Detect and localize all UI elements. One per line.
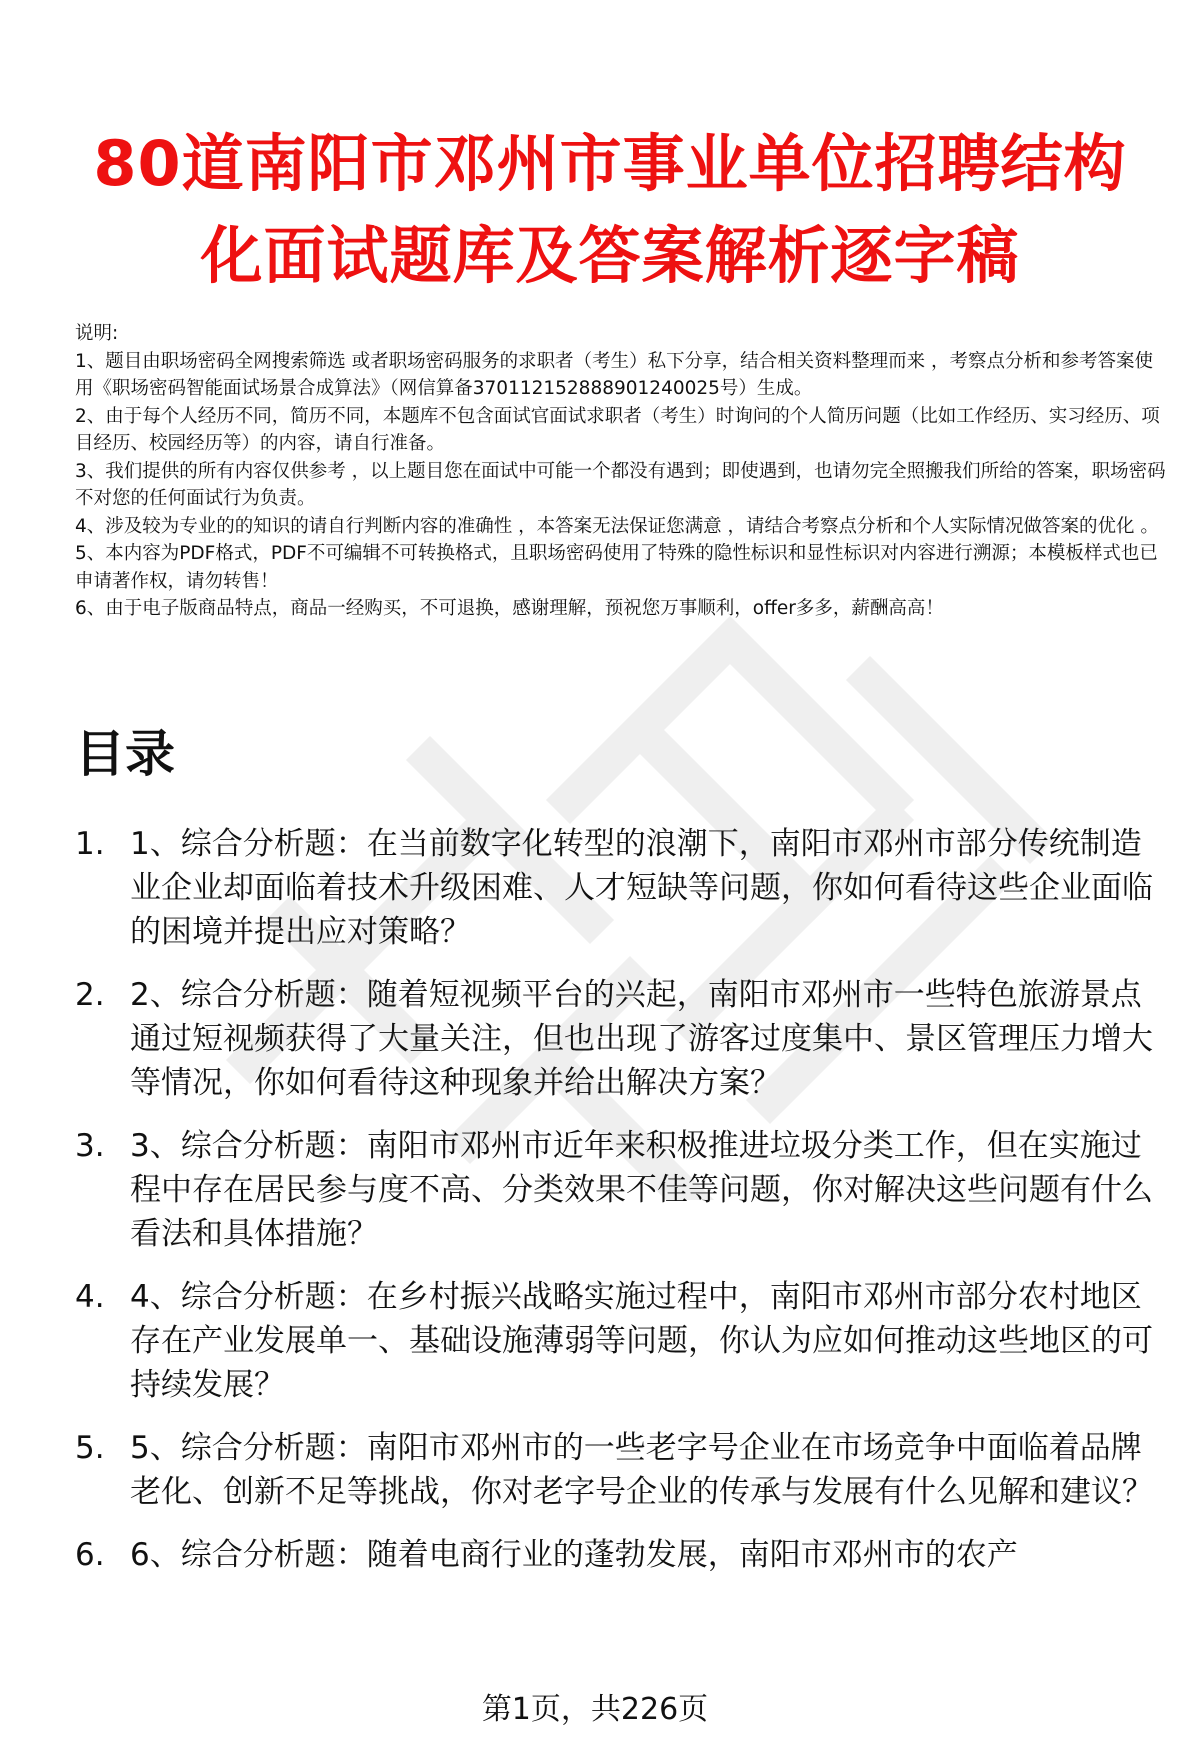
instruction-item: 1、题目由职场密码全网搜索筛选 或者职场密码服务的求职者（考生）私下分享，结合相关资料整理而来 ，考察点分析和参考答案使用《职场密码智能面试场景合成算法》（网信算备370112152888901240025号）生成。 <box>75 350 1154 399</box>
toc-item[interactable] <box>75 822 1167 954</box>
document-title: 80道南阳市邓州市事业单位招聘结构化面试题库及答案解析逐字稿 <box>93 127 1127 292</box>
toc-item[interactable] <box>75 1275 1167 1407</box>
toc-heading: 目录 <box>75 725 175 783</box>
toc-item-text[interactable]: 4、综合分析题：在乡村振兴战略实施过程中，南阳市邓州市部分农村地区存在产业发展单一、基础设施薄弱等问题，你认为应如何推动这些地区的可持续发展？ <box>130 1279 1153 1403</box>
toc-item-number: 3. <box>75 1128 105 1164</box>
toc-item-number: 6. <box>75 1537 105 1573</box>
toc-item[interactable] <box>75 1124 1167 1256</box>
page-footer: 第1页，共226页 <box>481 1692 709 1727</box>
toc-item-text[interactable]: 2、综合分析题：随着短视频平台的兴起，南阳市邓州市一些特色旅游景点通过短视频获得了大量关注，但也出现了游客过度集中、景区管理压力增大等情况，你如何看待这种现象并给出解决方案？ <box>130 977 1153 1101</box>
toc-item-number: 1. <box>75 826 105 862</box>
instruction-item: 2、由于每个人经历不同，简历不同，本题库不包含面试官面试求职者（考生）时询问的个人简历问题（比如工作经历、实习经历、项目经历、校园经历等）的内容，请自行准备。 <box>75 405 1160 454</box>
instruction-item: 6、由于电子版商品特点，商品一经购买，不可退换，感谢理解，预祝您万事顺利，offer多多，薪酬高高！ <box>75 598 944 619</box>
toc-item[interactable] <box>75 973 1167 1105</box>
instructions-heading: 说明: <box>75 323 119 344</box>
toc-item-text[interactable]: 1、综合分析题：在当前数字化转型的浪潮下，南阳市邓州市部分传统制造业企业却面临着技术升级困难、人才短缺等问题，你如何看待这些企业面临的困境并提出应对策略？ <box>130 826 1153 950</box>
toc-item[interactable] <box>75 1426 1167 1514</box>
instructions-section <box>75 320 1167 623</box>
toc-item-number: 2. <box>75 977 105 1013</box>
toc-item-number: 5. <box>75 1430 105 1466</box>
instruction-item: 5、本内容为PDF格式，PDF不可编辑不可转换格式，且职场密码使用了特殊的隐性标识和显性标识对内容进行溯源；本模板样式也已申请著作权，请勿转售！ <box>75 543 1158 592</box>
toc-item-text[interactable]: 5、综合分析题：南阳市邓州市的一些老字号企业在市场竞争中面临着品牌老化、创新不足等挑战，你对老字号企业的传承与发展有什么见解和建议？ <box>130 1430 1153 1510</box>
toc-item-text[interactable]: 3、综合分析题：南阳市邓州市近年来积极推进垃圾分类工作，但在实施过程中存在居民参与度不高、分类效果不佳等问题，你对解决这些问题有什么看法和具体措施？ <box>130 1128 1153 1252</box>
toc-list <box>75 822 1167 1596</box>
toc-item-text[interactable]: 6、综合分析题：随着电商行业的蓬勃发展，南阳市邓州市的农产 <box>130 1537 1018 1573</box>
toc-item[interactable] <box>75 1533 1167 1577</box>
instruction-item: 3、我们提供的所有内容仅供参考 ，以上题目您在面试中可能一个都没有遇到；即使遇到，也请勿完全照搬我们所给的答案，职场密码不对您的任何面试行为负责。 <box>75 460 1166 509</box>
toc-item-number: 4. <box>75 1279 105 1315</box>
instruction-item: 4、涉及较为专业的的知识的请自行判断内容的准确性 ，本答案无法保证您满意 ，请结合考察点分析和个人实际情况做答案的优化 。 <box>75 515 1159 537</box>
